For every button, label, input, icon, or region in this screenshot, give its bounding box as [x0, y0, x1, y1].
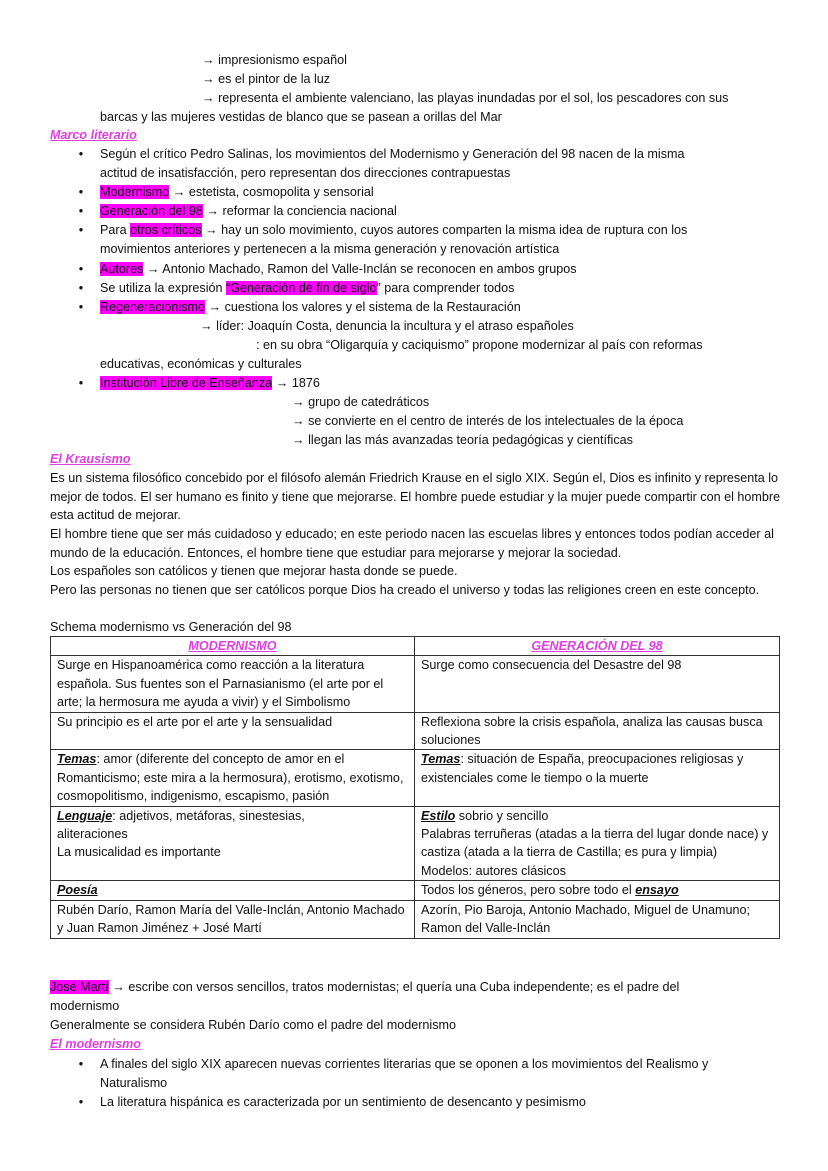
bullet-icon: •: [78, 147, 84, 161]
krausismo-paragraph-1: Es un sistema filosófico concebido por el filósofo alemán Friedrich Krause en el siglo XIX. Según el, Dios es infinito y representa lo mejor de todos. El ser humano es finito y tiene que mejorarse. El hombre puede estudiar y la mujer puede compartir con el hombre esta actitud de mejorar.: [50, 471, 781, 523]
comparison-table: [50, 636, 780, 939]
marco-b8-line2: → grupo de catedráticos: [292, 395, 430, 409]
marco-b7-line4: educativas, económicas y culturales: [100, 357, 302, 371]
marco-b4: Para otros críticos → hay un solo movimiento, cuyos autores comparten la misma idea de ruptura con los: [100, 223, 688, 237]
bullet-icon: •: [78, 262, 84, 276]
marti-line: José Martí → escribe con versos sencillos, tratos modernistas; el quería una Cuba independente; es el padre del: [50, 980, 680, 994]
table-row: [51, 881, 780, 900]
table-row: [51, 806, 780, 881]
krausismo-heading: El Krausismo: [50, 452, 131, 466]
table-cell: Poesía: [51, 881, 415, 900]
marco-b3: Generación del 98 → reformar la conciencia nacional: [100, 204, 397, 218]
table-cell: Temas: amor (diferente del concepto de amor en el Romanticismo; este mira a la hermosura), erotismo, exotismo, cosmopolitismo, indigenismo, escapismo, pasión: [51, 750, 415, 806]
highlight-fin-de-siglo: “Generación de fin de siglo: [226, 281, 377, 295]
marco-b7-line3: : en su obra “Oligarquía y caciquismo” propone modernizar al país con reformas: [256, 338, 703, 352]
table-row: [51, 656, 780, 712]
marco-b8: Institución Libre de Enseñanza → 1876: [100, 376, 320, 390]
bullet-icon: •: [78, 281, 84, 295]
modernismo-heading: El modernismo: [50, 1037, 141, 1051]
marco-b8-line4: → llegan las más avanzadas teoría pedagógicas y científicas: [292, 433, 633, 447]
marco-b4-line2: movimientos anteriores y pertenecen a la misma generación y renovación artística: [100, 242, 560, 256]
table-header-row: [51, 637, 780, 656]
marco-b8-line3: → se convierte en el centro de interés de los intelectuales de la época: [292, 414, 684, 428]
marco-b6: Se utiliza la expresión “Generación de fin de siglo” para comprender todos: [100, 281, 515, 295]
bullet-icon: •: [78, 204, 84, 218]
intro-line-4: barcas y las mujeres vestidas de blanco que se pasean a orillas del Mar: [100, 110, 502, 124]
highlight-generacion: Generación del 98: [100, 204, 203, 218]
highlight-otros-criticos: otros críticos: [130, 223, 202, 237]
highlight-autores: Autores: [100, 262, 144, 276]
bullet-icon: •: [78, 1095, 84, 1109]
marco-b7-line2: → líder: Joaquín Costa, denuncia la incultura y el atraso españoles: [200, 319, 574, 333]
table-cell: Reflexiona sobre la crisis española, analiza las causas busca soluciones: [415, 712, 780, 750]
marco-b1-line1: Según el crítico Pedro Salinas, los movimientos del Modernismo y Generación del 98 nacen de la misma: [100, 147, 685, 161]
marco-b7: Regeneracionismo → cuestiona los valores y el sistema de la Restauración: [100, 300, 521, 314]
bullet-icon: •: [78, 223, 84, 237]
krausismo-paragraph-2: El hombre tiene que ser más cuidadoso y educado; en este periodo nacen las escuelas libres y entonces todos podían acceder al mundo de la educación. Entonces, el hombre tiene que estudiar para mejorarse y mejorar la sociedad.: [50, 527, 774, 560]
intro-line-3: → representa el ambiente valenciano, las playas inundadas por el sol, los pescadores con sus: [202, 91, 729, 105]
highlight-regeneracionismo: Regeneracionismo: [100, 300, 206, 314]
intro-line-1: → impresionismo español: [202, 53, 347, 67]
table-cell: Surge como consecuencia del Desastre del 98: [415, 656, 780, 712]
table-cell: Lenguaje: adjetivos, metáforas, sinestesias, aliteraciones La musicalidad es importante: [51, 806, 415, 881]
highlight-institucion: Institución Libre de Enseñanza: [100, 376, 273, 390]
table-row: [51, 712, 780, 750]
dario-line: Generalmente se considera Rubén Darío como el padre del modernismo: [50, 1018, 457, 1032]
table-cell: Todos los géneros, pero sobre todo el ensayo: [415, 881, 780, 900]
table-row: [51, 900, 780, 938]
modernismo-b2: La literatura hispánica es caracterizada por un sentimiento de desencanto y pesimismo: [100, 1095, 586, 1109]
table-cell: Estilo sobrio y sencillo Palabras terruñeras (atadas a la tierra del lugar donde nace) y castiza (atada a la tierra de Castilla; es pura y limpia) Modelos: autores clásicos: [415, 806, 780, 881]
marco-b2: Modernismo → estetista, cosmopolita y sensorial: [100, 185, 374, 199]
column-header-generacion: GENERACIÓN DEL 98: [415, 637, 780, 656]
marco-b1-line2: actitud de insatisfacción, pero representan dos direcciones contrapuestas: [100, 166, 511, 180]
marco-b5: Autores → Antonio Machado, Ramon del Valle-Inclán se reconocen en ambos grupos: [100, 262, 577, 276]
intro-line-2: → es el pintor de la luz: [202, 72, 331, 86]
modernismo-b1-line2: Naturalismo: [100, 1076, 168, 1090]
marti-line-2: modernismo: [50, 999, 120, 1013]
table-cell: Surge en Hispanoamérica como reacción a la literatura española. Sus fuentes son el Parnasianismo (el arte por el arte; la hermosura me ayuda a vivir) y el Simbolismo: [51, 656, 415, 712]
krausismo-paragraph-4: Pero las personas no tienen que ser católicos porque Dios ha creado el universo y todas las religiones creen en este concepto.: [50, 583, 760, 597]
column-header-modernismo: MODERNISMO: [51, 637, 415, 656]
bullet-icon: •: [78, 300, 84, 314]
table-row: [51, 750, 780, 806]
bullet-icon: •: [78, 376, 84, 390]
highlight-jose-marti: José Martí: [50, 980, 109, 994]
table-cell: Temas: situación de España, preocupaciones religiosas y existenciales come le tiempo o la muerte: [415, 750, 780, 806]
bullet-icon: •: [78, 1057, 84, 1071]
marco-heading: Marco literario: [50, 128, 137, 142]
schema-title: Schema modernismo vs Generación del 98: [50, 620, 292, 634]
modernismo-b1-line1: A finales del siglo XIX aparecen nuevas corrientes literarias que se oponen a los movimientos del Realismo y: [100, 1057, 709, 1071]
bullet-icon: •: [78, 185, 84, 199]
highlight-modernismo: Modernismo: [100, 185, 170, 199]
table-cell: Azorín, Pio Baroja, Antonio Machado, Miguel de Unamuno; Ramon del Valle-Inclán: [415, 900, 780, 938]
table-cell: Rubén Darío, Ramon María del Valle-Inclán, Antonio Machado y Juan Ramon Jiménez + José Martí: [51, 900, 415, 938]
table-cell: Su principio es el arte por el arte y la sensualidad: [51, 712, 415, 750]
krausismo-paragraph-3: Los españoles son católicos y tienen que mejorar hasta donde se puede.: [50, 564, 458, 578]
